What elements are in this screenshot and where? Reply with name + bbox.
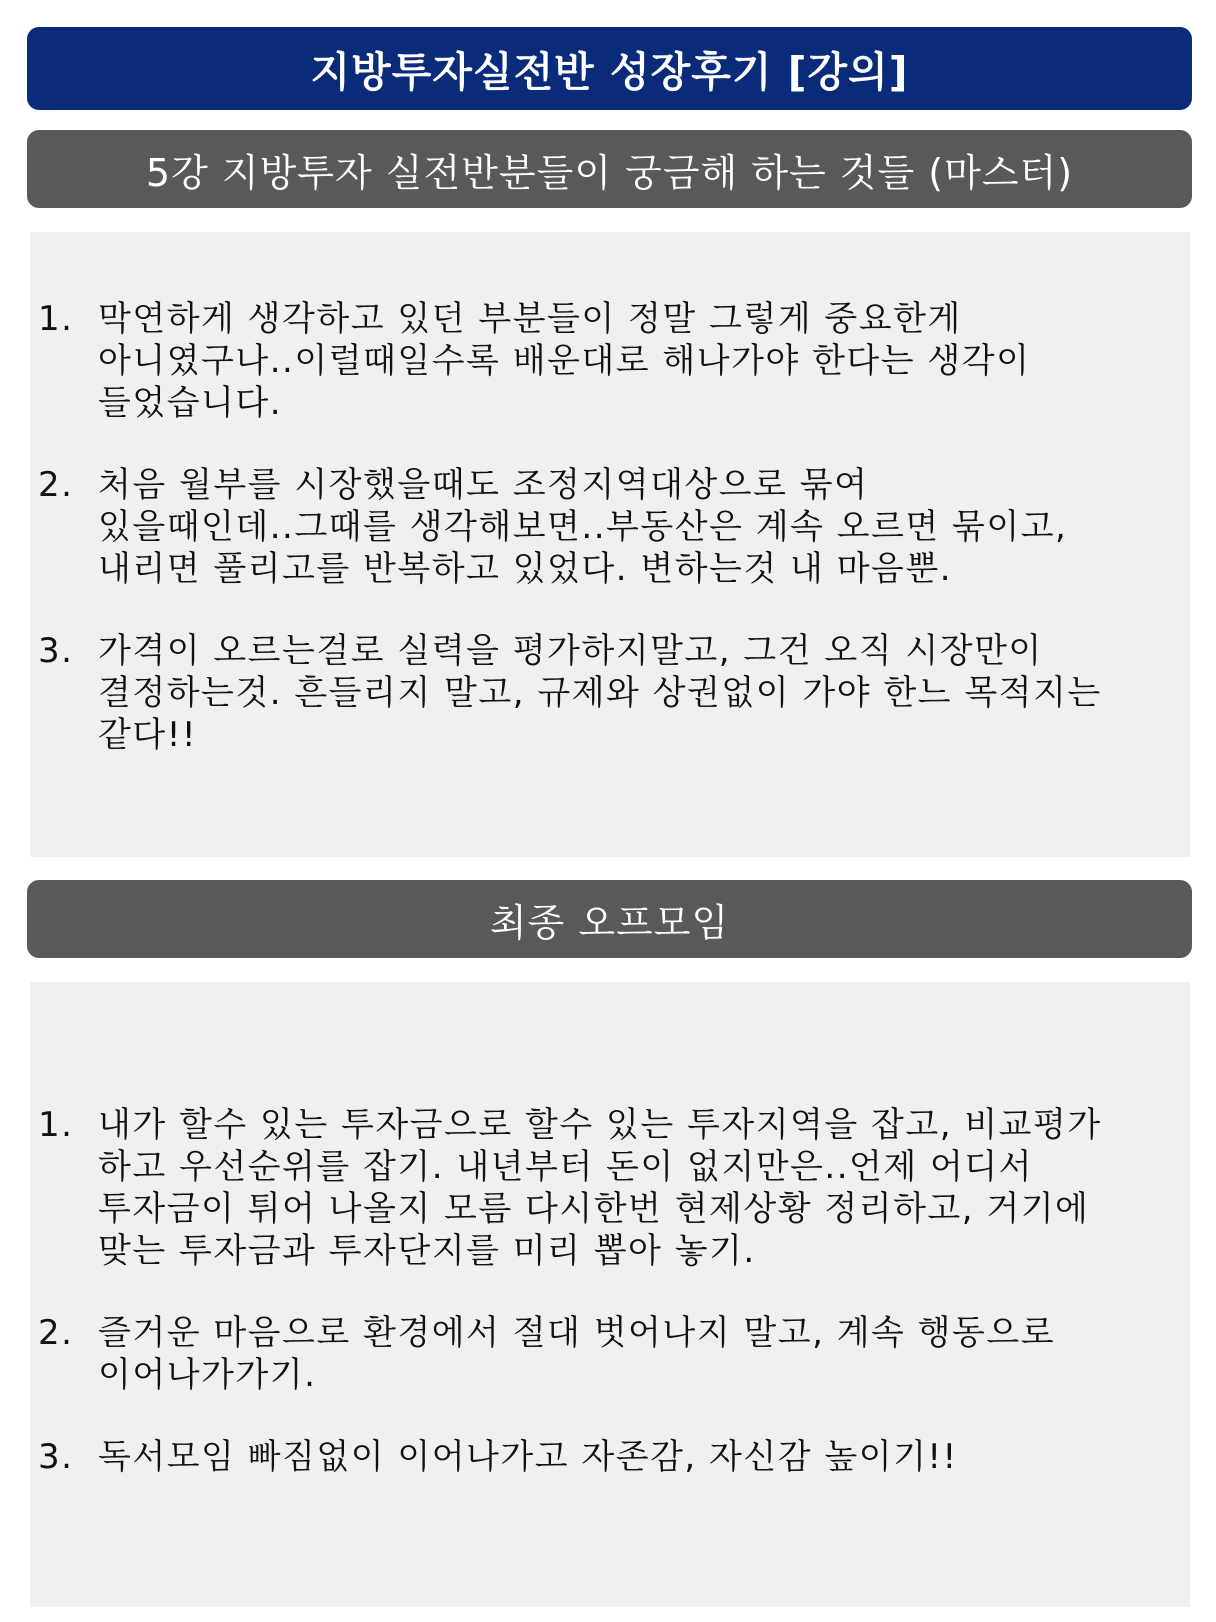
meeting-notes-panel	[30, 982, 1190, 1607]
list-item-text: 가격이 오르는걸로 실력을 평가하지말고, 그건 오직 시장만이 결정하는것. 흔들리지 말고, 규제와 상권없이 가야 한느 목적지는 같다!!	[98, 631, 1102, 755]
list-item-number: 1.	[38, 1105, 74, 1145]
list-item	[38, 298, 1170, 424]
list-item	[38, 1312, 1170, 1396]
list-item-text: 막연하게 생각하고 있던 부분들이 정말 그렇게 중요한게 아니였구나..이럴때일수록 배운대로 해나가야 한다는 생각이 들었습니다.	[98, 299, 1031, 423]
list-item-text: 즐거운 마음으로 환경에서 절대 벗어나지 말고, 계속 행동으로 이어나가가기.	[98, 1313, 1056, 1395]
list-item-text: 내가 할수 있는 투자금으로 할수 있는 투자지역을 잡고, 비교평가 하고 우선순위를 잡기. 내년부터 돈이 없지만은..언제 어디서 투자금이 튀어 나올지 모름 다시한번 현제상황 정리하고, 거기에 맞는 투자금과 투자단지를 미리 뽑아 놓기.	[98, 1105, 1102, 1271]
list-item-text: 처음 월부를 시장했을때도 조정지역대상으로 묶여 있을때인데..그때를 생각해보면..부동산은 계속 오르면 묶이고, 내리면 풀리고를 반복하고 있었다. 변하는것 내 마음뿐.	[98, 465, 1068, 589]
list-item-number: 2.	[38, 1313, 74, 1353]
list-item	[38, 464, 1170, 590]
list-item-number: 2.	[38, 465, 74, 505]
list-item-number: 3.	[38, 1437, 74, 1477]
list-item-number: 3.	[38, 631, 74, 671]
list-item	[38, 1436, 1170, 1478]
list-item	[38, 1104, 1170, 1272]
list-item-text: 독서모임 빠짐없이 이어나가고 자존감, 자신감 높이기!!	[98, 1437, 958, 1477]
lecture-notes-panel	[30, 232, 1190, 857]
list-item-number: 1.	[38, 299, 74, 339]
list-item	[38, 630, 1170, 756]
section-header-lecture: 5강 지방투자 실전반분들이 궁금해 하는 것들 (마스터)	[27, 130, 1192, 208]
page-title: 지방투자실전반 성장후기 [강의]	[27, 27, 1192, 110]
section-header-meeting: 최종 오프모임	[27, 880, 1192, 958]
